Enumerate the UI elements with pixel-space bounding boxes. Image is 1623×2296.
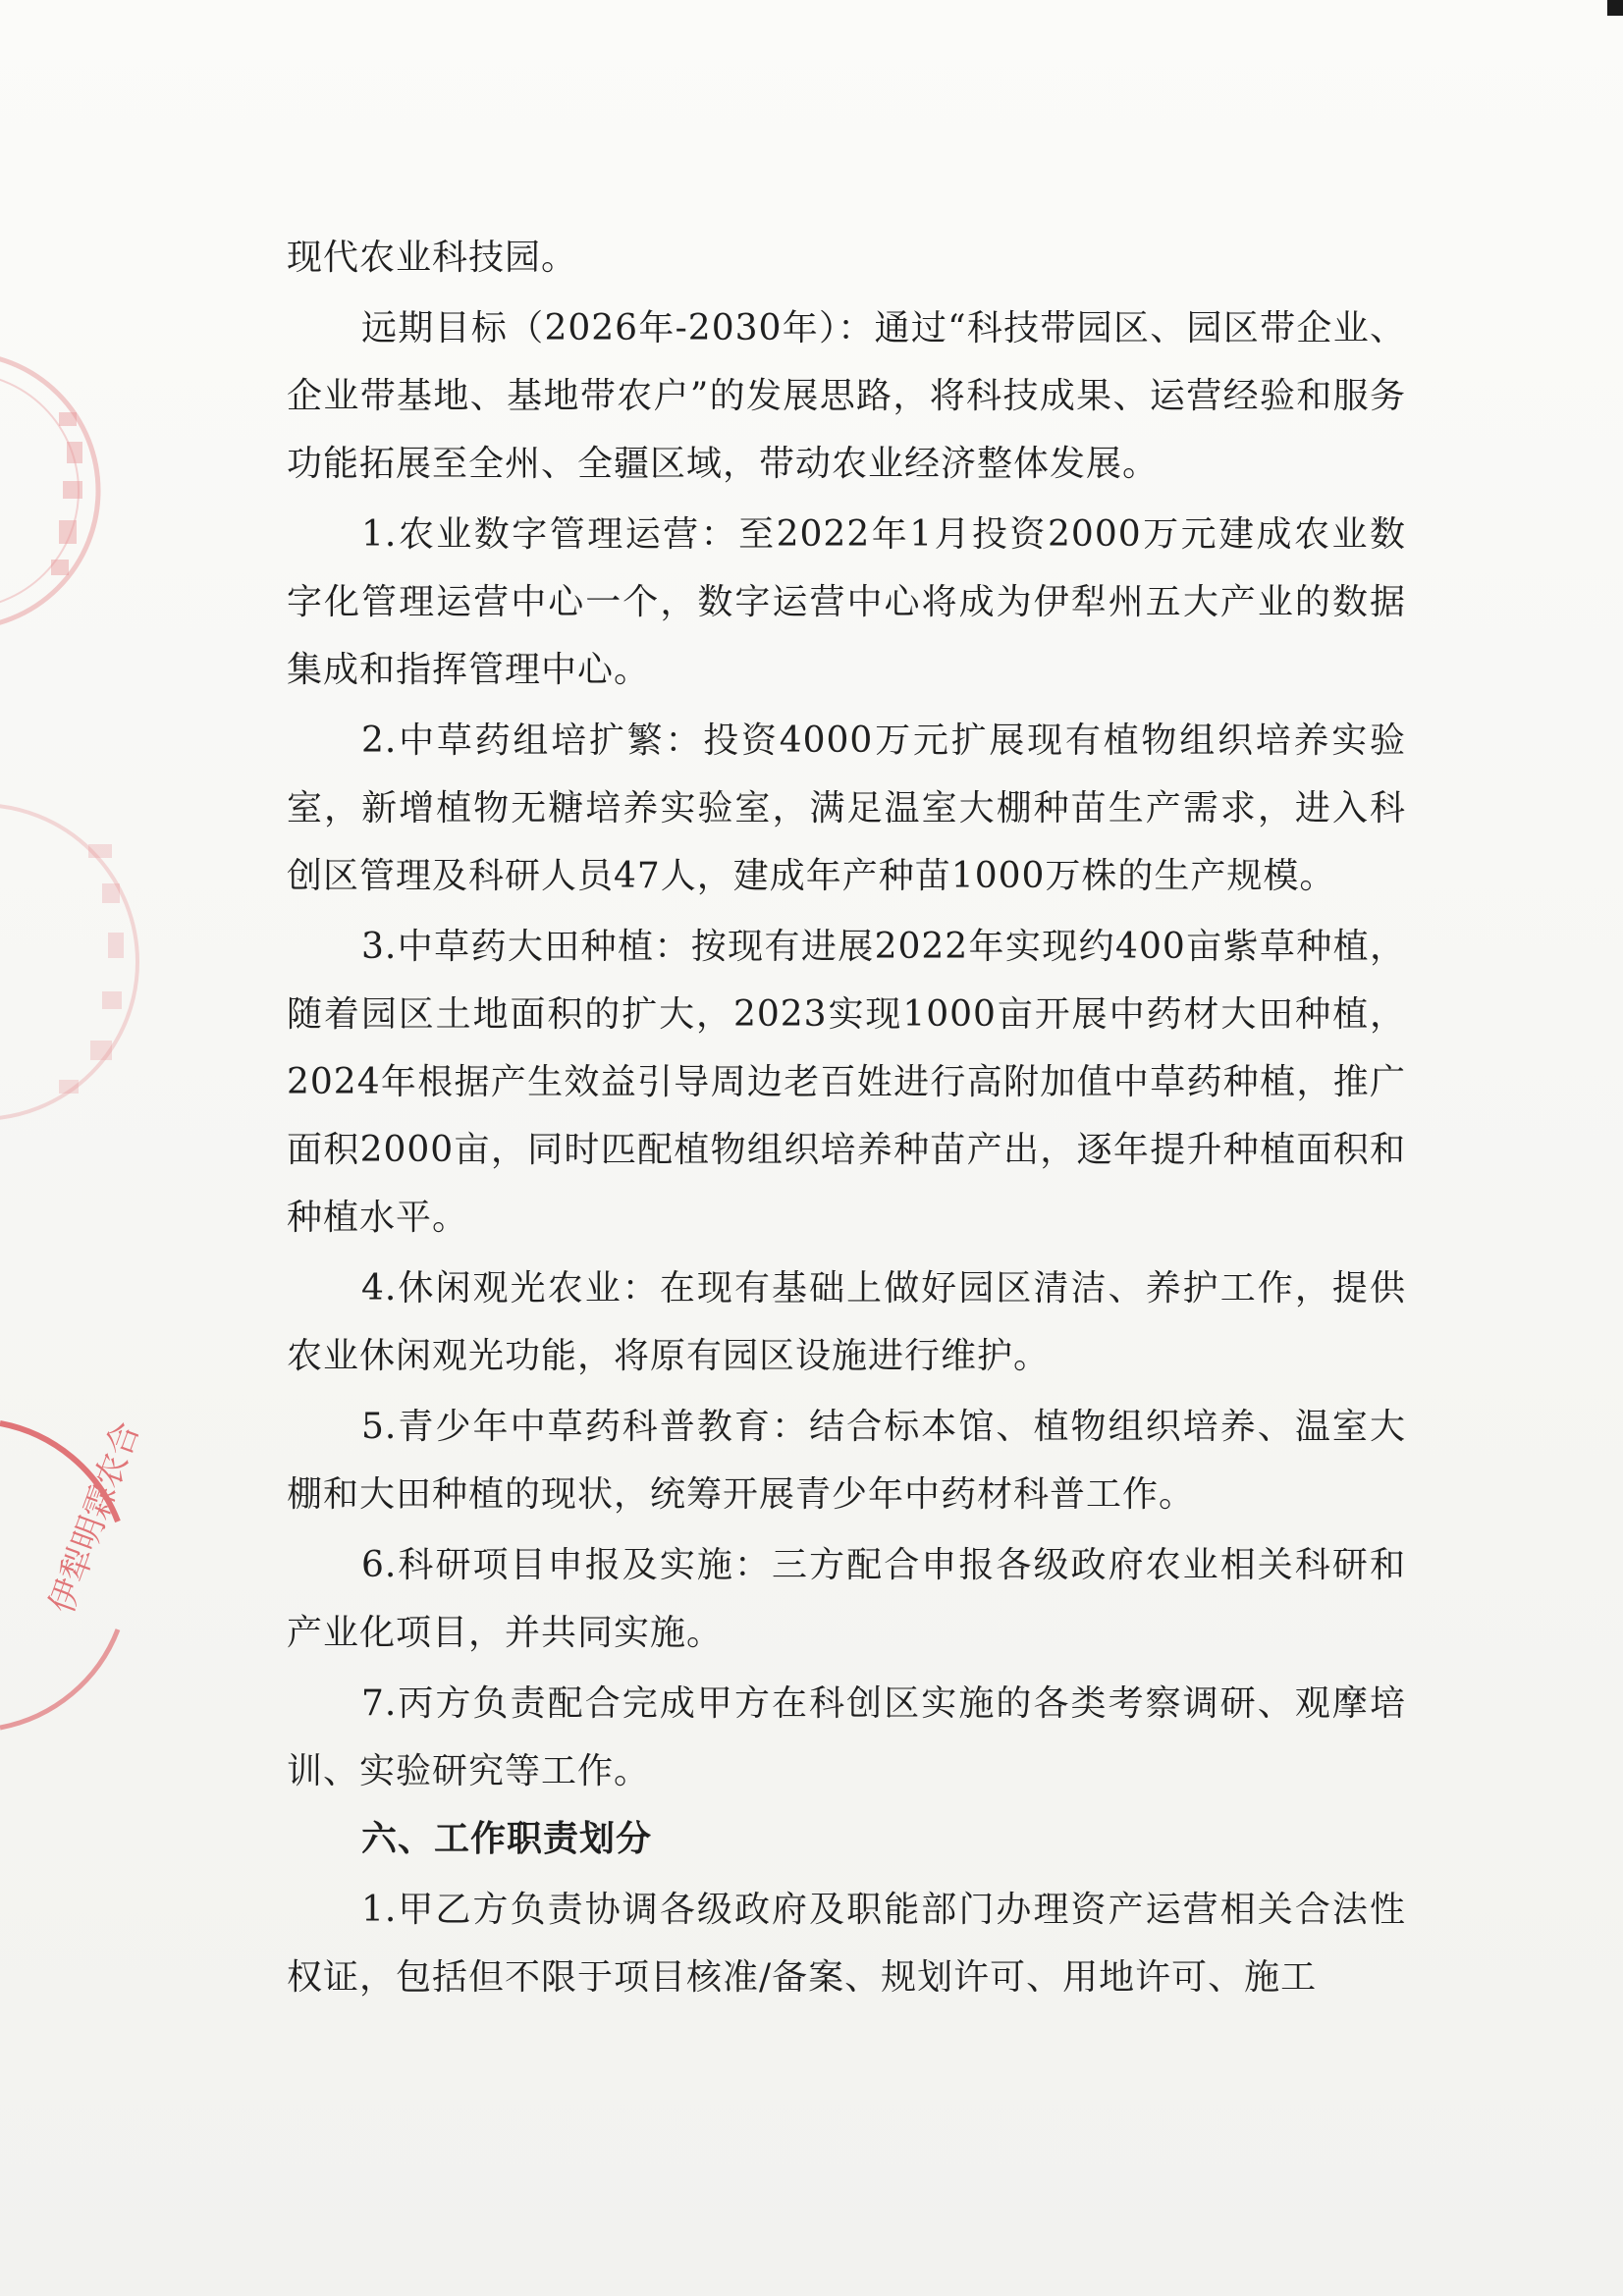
section-heading: 六、工作职责划分 xyxy=(361,1819,653,1859)
paragraph-1: 现代农业科技园。 xyxy=(287,238,578,278)
paragraph-item-3: 3.中草药大田种植：按现有进展2022年实现约400亩紫草种植，随着园区土地面积的扩大，2023实现1000亩开展中药材大田种植，2024年根据产生效益引导周边老百姓进行高附加值中草药种植，推广面积2000亩，同时匹配植物组织培养种苗产出，逐年提升种植面积和种植水平。 xyxy=(287,927,1406,1238)
scan-corner-mark xyxy=(1584,0,1623,39)
seal-stamp-bottom xyxy=(0,1414,147,1737)
paragraph-item-1: 1.农业数字管理运营：至2022年1月投资2000万元建成农业数字化管理运营中心一个，数字运营中心将成为伊犁州五大产业的数据集成和指挥管理中心。 xyxy=(287,514,1406,690)
seal-stamp-top xyxy=(0,334,108,648)
paragraph-duties-1: 1.甲乙方负责协调各级政府及职能部门办理资产运营相关合法性权证，包括但不限于项目核准/备案、规划许可、用地许可、施工 xyxy=(287,1890,1406,1998)
paragraph-item-2: 2.中草药组培扩繁：投资4000万元扩展现有植物组织培养实验室，新增植物无糖培养实验室，满足温室大棚种苗生产需求，进入科创区管理及科研人员47人，建成年产种苗1000万株的生产规模。 xyxy=(287,721,1406,896)
document-body xyxy=(287,224,1406,2011)
seal-stamp-middle xyxy=(0,785,147,1139)
paragraph-item-5: 5.青少年中草药科普教育：结合标本馆、植物组织培养、温室大棚和大田种植的现状，统筹开展青少年中药材科普工作。 xyxy=(287,1407,1406,1515)
paragraph-item-7: 7.丙方负责配合完成甲方在科创区实施的各类考察调研、观摩培训、实验研究等工作。 xyxy=(287,1683,1406,1791)
paragraph-item-6: 6.科研项目申报及实施：三方配合申报各级政府农业相关科研和产业化项目，并共同实施。 xyxy=(287,1545,1406,1653)
paragraph-item-4: 4.休闲观光农业：在现有基础上做好园区清洁、养护工作，提供农业休闲观光功能，将原有园区设施进行维护。 xyxy=(287,1268,1406,1376)
svg-text:伊犁明霖农合: 伊犁明霖农合 xyxy=(41,1416,147,1619)
paragraph-long-term-goal: 远期目标（2026年-2030年）：通过“科技带园区、园区带企业、企业带基地、基地带农户”的发展思路，将科技成果、运营经验和服务功能拓展至全州、全疆区域，带动农业经济整体发展。 xyxy=(287,308,1406,484)
